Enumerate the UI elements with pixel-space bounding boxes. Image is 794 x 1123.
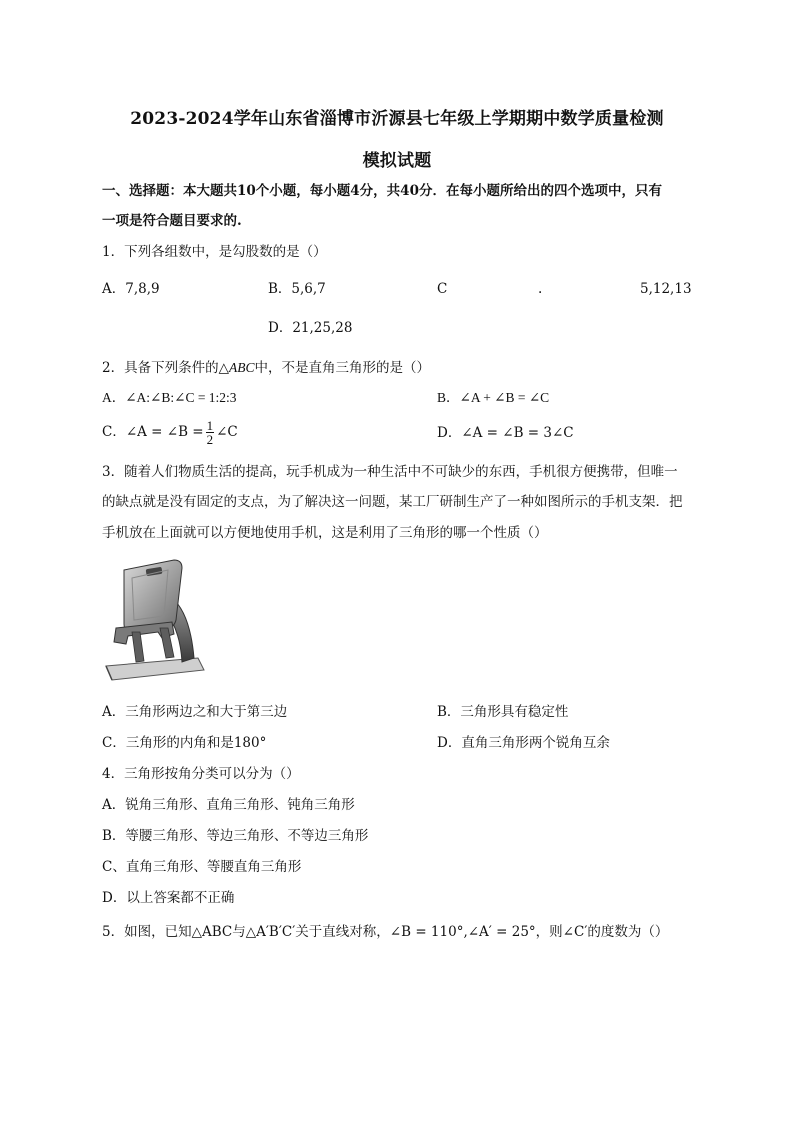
- question-3-option-a: A．三角形两边之和大于第三边: [102, 704, 288, 720]
- section-heading-line2: 一项是符合题目要求的.: [102, 213, 242, 229]
- question-2-stem: [102, 358, 430, 378]
- question-1-option-c-value: 5,12,13: [640, 281, 692, 297]
- question-1-option-d: D．21,25,28: [268, 320, 353, 336]
- question-1-stem: 1．下列各组数中，是勾股数的是（）: [102, 244, 327, 260]
- fraction-denominator: 2: [206, 432, 214, 447]
- question-2-option-c-prefix: C．∠A = ∠B =: [102, 424, 204, 440]
- question-2-option-a: A．∠A:∠B:∠C = 1:2:3: [102, 390, 237, 405]
- question-3-stem-line2: 的缺点就是没有固定的支点，为了解决这一问题，某工厂研制生产了一种如图所示的手机支架．把: [102, 494, 683, 510]
- question-3-option-d: D．直角三角形两个锐角互余: [437, 735, 610, 751]
- question-3-option-b: B．三角形具有稳定性: [437, 704, 569, 720]
- question-3-stem-line3: 手机放在上面就可以方便地使用手机，这是利用了三角形的哪一个性质（）: [102, 525, 548, 541]
- question-2-option-c-suffix: ∠C: [216, 424, 238, 440]
- phone-stand-photo: [102, 558, 208, 682]
- question-2-option-c: [102, 415, 238, 449]
- question-1-option-c-dot: .: [538, 281, 543, 297]
- section-heading-line1: 一、选择题：本大题共10个小题，每小题4分，共40分．在每小题所给出的四个选项中，只有: [102, 183, 662, 199]
- question-4-option-d: D．以上答案都不正确: [102, 890, 235, 906]
- question-3-option-c: C．三角形的内角和是180°: [102, 735, 267, 751]
- question-4-option-a: A．锐角三角形、直角三角形、钝角三角形: [102, 797, 355, 813]
- question-1-option-a: A．7,8,9: [102, 281, 160, 297]
- question-2-option-b: B．∠A + ∠B = ∠C: [437, 390, 550, 405]
- question-4-option-c: C、直角三角形、等腰直角三角形: [102, 859, 302, 875]
- question-2-stem-prefix: 2．具备下列条件的△: [102, 360, 229, 376]
- question-4-option-b: B．等腰三角形、等边三角形、不等边三角形: [102, 828, 369, 844]
- question-5-stem: 5．如图，已知△ABC与△A′B′C′关于直线对称，∠B = 110°,∠A′ = 25°，则∠C′的度数为（）: [102, 924, 669, 940]
- question-1-option-b: B．5,6,7: [268, 281, 326, 297]
- question-1-option-c-label: C: [437, 281, 448, 297]
- question-2-stem-suffix: 中，不是直角三角形的是（）: [254, 360, 430, 376]
- question-2-stem-math: ABC: [228, 360, 255, 375]
- question-3-stem-line1: 3．随着人们物质生活的提高，玩手机成为一种生活中不可缺少的东西，手机很方便携带，但唯一: [102, 464, 678, 480]
- document-title-line2: 模拟试题: [362, 151, 432, 171]
- question-4-stem: 4．三角形按角分类可以分为（）: [102, 766, 300, 782]
- question-2-option-c-fraction: [206, 419, 215, 446]
- document-title-line1: 2023-2024学年山东省淄博市沂源县七年级上学期期中数学质量检测: [130, 109, 664, 129]
- fraction-numerator: 1: [206, 418, 214, 433]
- question-2-option-d: D．∠A = ∠B = 3∠C: [437, 425, 574, 441]
